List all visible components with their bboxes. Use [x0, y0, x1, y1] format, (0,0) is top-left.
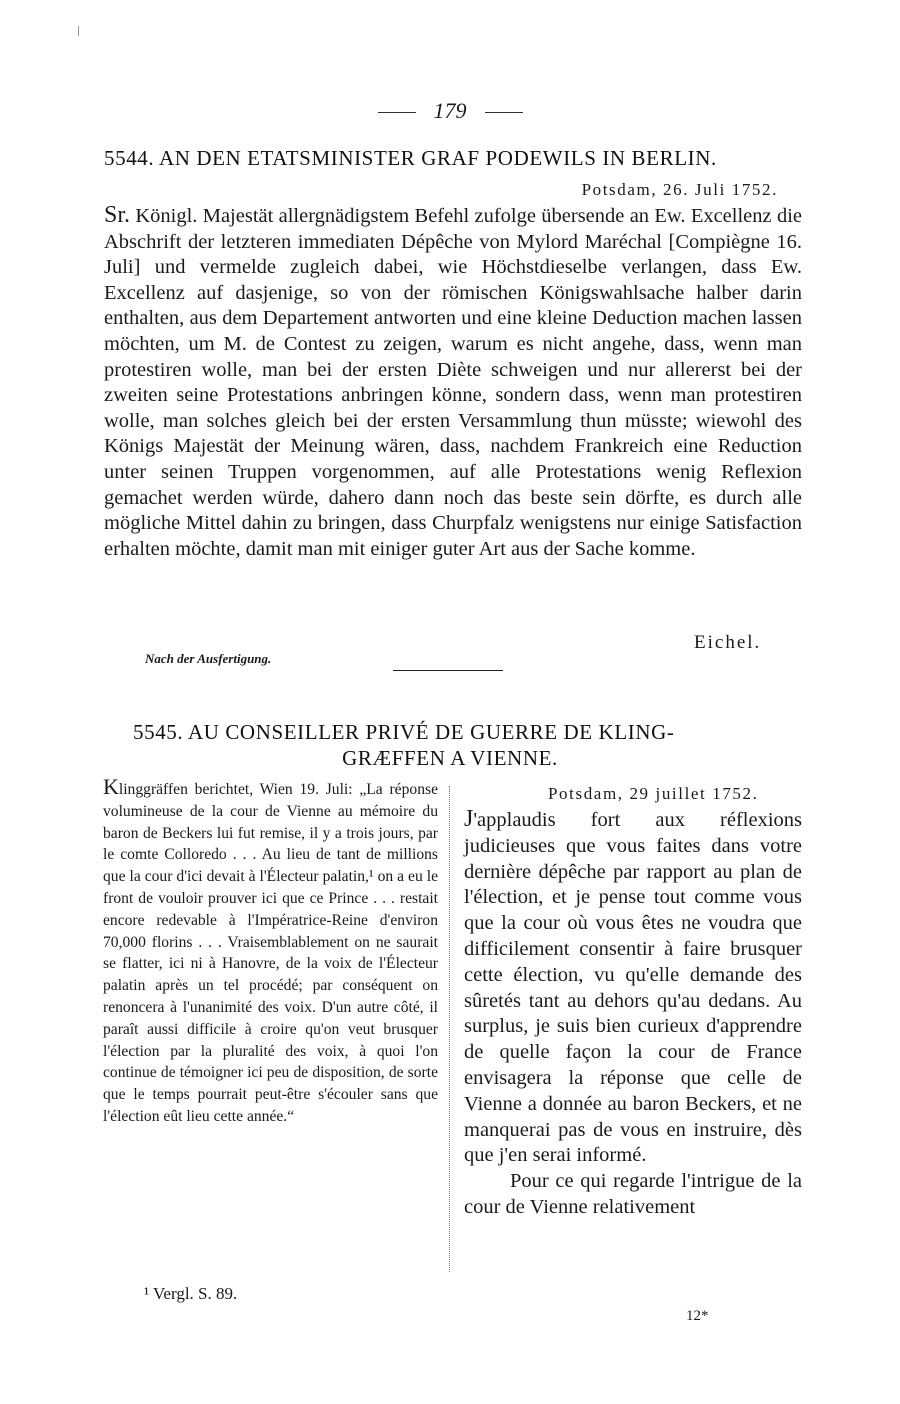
column-divider — [449, 786, 450, 1272]
letter-5544-body — [104, 203, 802, 562]
report-initial: K — [103, 774, 119, 799]
letter-5545-report-column — [103, 776, 438, 1128]
report-text: linggräffen berichtet, Wien 19. Juli: „La réponse volumineuse de la cour de Vienne au mémoire du baron de Beckers lui fut remise, il y a trois jours, par le comte Colloredo . . . Au lieu de tant de millions que la cour d'ici devait à l'Électeur palatin,¹ on a eu le front de vouloir prouver ici que ce Prince . . . restait encore redevable à l'Impératrice-Reine d'environ 70,000 florins . . . Vraisemblablement on ne saurait se flatter, ici ni à Hanovre, de la voix de l'Électeur palatin après un tel procédé; par conséquent on renoncera à l'unanimité des voix. D'un autre côté, il paraît aussi difficile à croire qu'on veut brusquer l'élection par la pluralité des voix, à quoi l'on continue de témoigner ici peu de disposition, de sorte que le temps pourrait peut-être s'écouler sans que l'élection eût lieu cette année.“ — [103, 781, 438, 1125]
letter-5545-body-column — [464, 807, 802, 1221]
letter-5544-dateline: Potsdam, 26. Juli 1752. — [581, 180, 778, 199]
header-dash-right — [485, 112, 523, 113]
letter-5544-opening: Sr. — [104, 202, 131, 228]
letter-5545-heading-line1: 5545. AU CONSEILLER PRIVÉ DE GUERRE DE KLING- — [133, 720, 675, 744]
margin-mark — [78, 26, 79, 36]
signature-mark: 12* — [686, 1308, 709, 1324]
letter-5544-text: Königl. Majestät allergnädigstem Befehl zufolge übersende an Ew. Excellenz die Abschrift der letzteren immediaten Dépêche von Mylord Maréchal [Compiègne 16. Juli] und vermelde zugleich dabei, wie Höchstdieselbe verlangen, dass Ew. Excellenz auf dasjenige, so von der römischen Königswahlsache halber darin enthalten, aus dem Departement antworten und eine kleine Deduction machen lassen möchten, um M. de Contest zu zeigen, warum es nicht angehe, dass, wenn man protestiren wolle, man bei der ersten Diète schweigen und nur allererst bei der zweiten seine Protestations anbringen könne, sondern dass, wenn man protestiren wolle, man solches gleich bei der ersten Versammlung thun müsste; wiewohl des Königs Majestät der Meinung wären, dass, nachdem Frankreich eine Reduction unter seinen Truppen vorgenommen, auf alle Protestations wenig Reflexion gemachet werden würde, dahero dann noch das beste sein dörfte, es durch alle mögliche Mittel dahin zu bringen, dass Churpfalz wenigstens nur einige Satisfaction erhalten möchte, damit man mit einiger guter Art aus der Sache komme. — [104, 205, 802, 560]
letter-5544-signature: Eichel. — [694, 632, 762, 653]
letter-5545-paragraph-1 — [464, 807, 802, 1169]
header-dash-left — [378, 112, 416, 113]
letter-5545-heading-line2: GRÆFFEN A VIENNE. — [342, 746, 558, 770]
letter-5544-heading: 5544. AN DEN ETATSMINISTER GRAF PODEWILS IN BERLIN. — [104, 146, 717, 170]
letter-5545-dateline: Potsdam, 29 juillet 1752. — [548, 784, 759, 803]
section-divider — [393, 670, 503, 671]
letter-5545-initial: J — [464, 806, 474, 832]
letter-5545-paragraph-2: Pour ce qui regarde l'intrigue de la cour de Vienne relativement — [464, 1170, 802, 1218]
page-number-text: 179 — [433, 98, 467, 123]
letter-5544-source-note: Nach der Ausfertigung. — [145, 651, 272, 666]
footnote: ¹ Vergl. S. 89. — [144, 1284, 238, 1303]
letter-5545-text: 'applaudis fort aux réflexions judicieuses que vous faites dans votre dernière dépêche par rapport au plan de l'élection, et je pense tout comme vous que la cour où vous êtes ne voudra que difficilement consentir à faire brusquer cette élection, vu qu'elle demande des sûretés tant au dehors qu'au dedans. Au surplus, je suis bien curieux d'apprendre de quelle façon la cour de France envisagera la réponse que celle de Vienne a donnée au baron Beckers, et ne manquerai pas de vous en instruire, dès que j'en serai informé. — [464, 809, 802, 1167]
page-number — [0, 98, 900, 124]
